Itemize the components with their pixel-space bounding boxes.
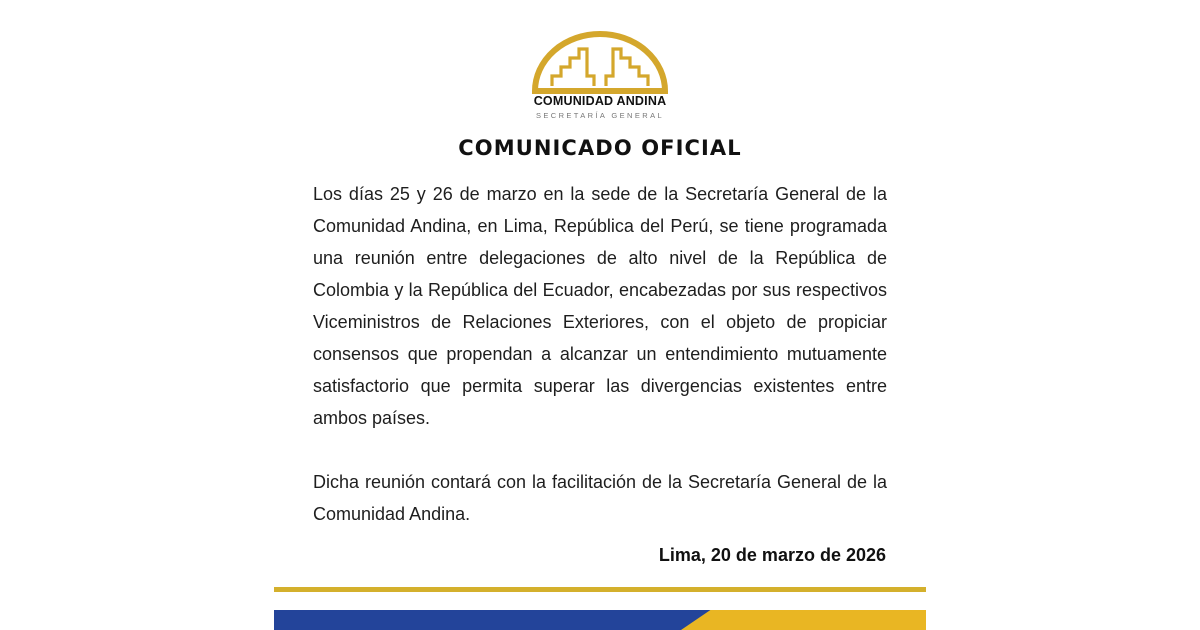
document-title: COMUNICADO OFICIAL — [458, 136, 742, 160]
footer-color-band — [274, 610, 926, 630]
logo-wordmark: COMUNIDAD ANDINA — [533, 94, 667, 108]
gold-divider-line — [274, 587, 926, 592]
body-paragraph: Los días 25 y 26 de marzo en la sede de la Secretaría General de la Comunidad Andina, en Lima, República del Perú, se tiene programada una reunión entre delegaciones de alto nivel de la República de Colombia y la República del Ecuador, encabezadas por sus respectivos Viceministros de Relaciones Exteriores, con el objeto de propiciar consensos que propendan a alcanzar un entendimiento mutuamente satisfactorio que permita superar las divergencias existentes entre ambos países. — [313, 184, 887, 428]
andean-arch-emblem-icon — [524, 18, 676, 98]
footer-gold-accent — [681, 610, 926, 630]
body-paragraph: Dicha reunión contará con la facilitación de la Secretaría General de la Comunidad Andina. — [313, 472, 887, 524]
logo-subtitle: SECRETARÍA GENERAL — [535, 111, 665, 120]
comunidad-andina-logo — [524, 18, 676, 122]
communique-body — [313, 178, 887, 530]
place-and-date: Lima, 20 de marzo de 2026 — [658, 545, 886, 565]
